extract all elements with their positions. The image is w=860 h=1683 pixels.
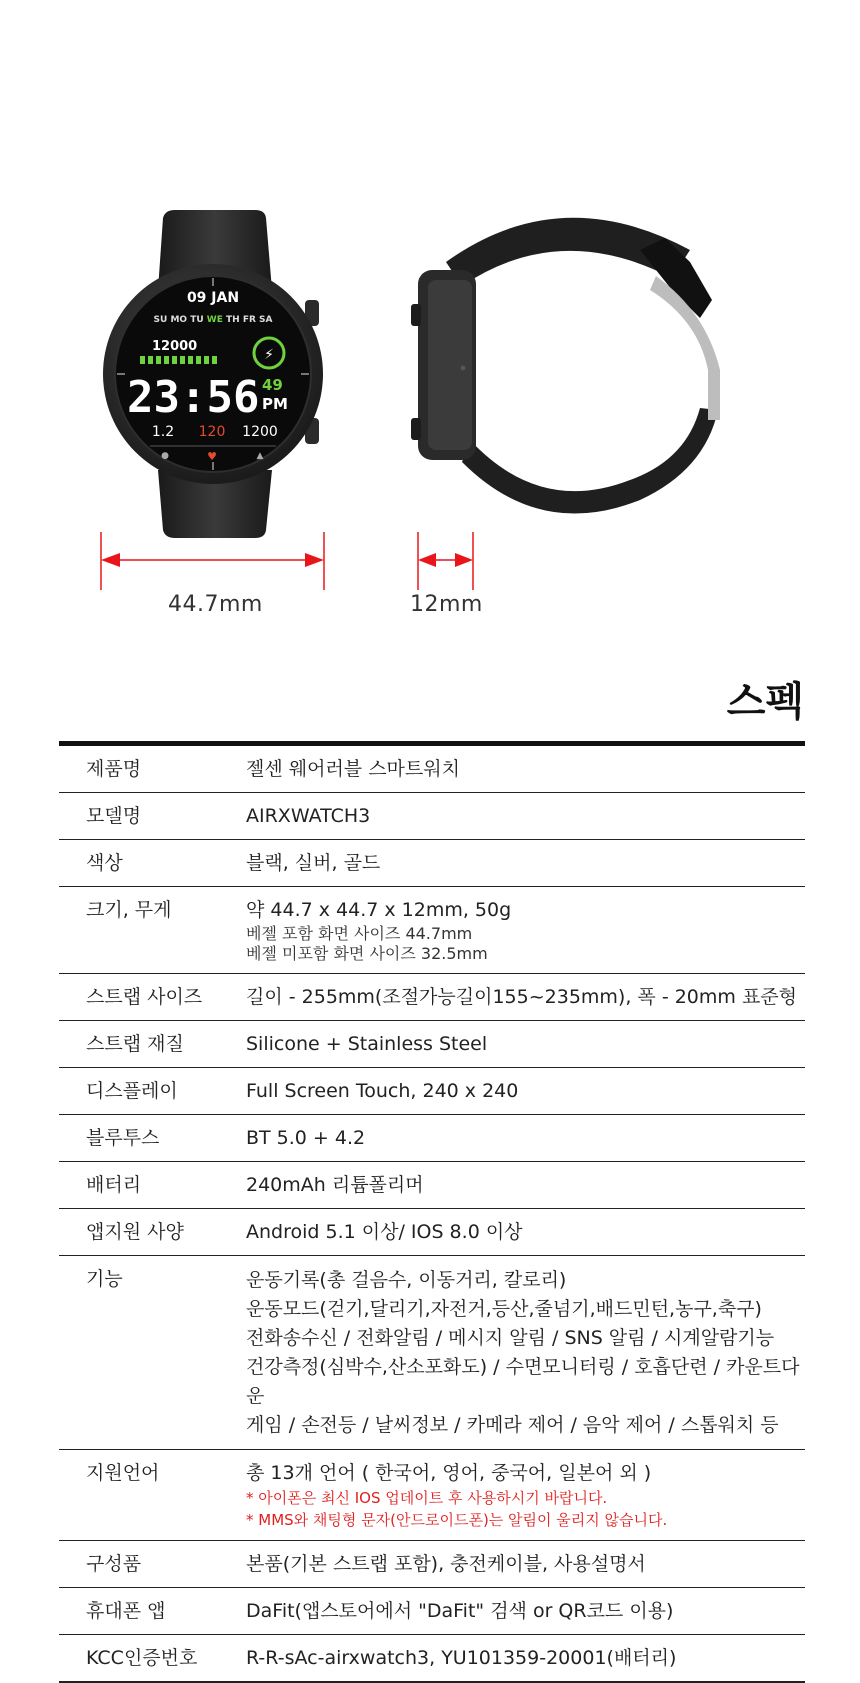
spec-value-line: AIRXWATCH3 <box>246 805 371 827</box>
width-label: 44.7mm <box>168 592 263 617</box>
spec-row <box>59 746 805 793</box>
spec-value-line: 총 13개 언어 ( 한국어, 영어, 중국어, 일본어 외 ) <box>246 1462 652 1484</box>
spec-value <box>246 1541 805 1588</box>
spec-key: 제품명 <box>59 746 246 793</box>
spec-table <box>59 746 805 1683</box>
spec-sub-line: 베젤 포함 화면 사이즈 44.7mm <box>246 924 473 943</box>
face-calories: 1200 <box>242 424 278 440</box>
spec-value <box>246 1635 805 1683</box>
spec-value <box>246 840 805 887</box>
spec-value-line: 240mAh 리튬폴리머 <box>246 1174 424 1196</box>
spec-row <box>59 1115 805 1162</box>
spec-value-line: 젤센 웨어러블 스마트워치 <box>246 758 460 780</box>
spec-value <box>246 1115 805 1162</box>
spec-key: 기능 <box>59 1256 246 1450</box>
spec-key: 스트랩 재질 <box>59 1021 246 1068</box>
spec-value <box>246 1209 805 1256</box>
watch-side <box>411 218 720 514</box>
spec-value-line: 건강측정(심박수,산소포화도) / 수면모니터링 / 호흡단련 / 카운트다운 <box>246 1356 800 1407</box>
spec-value-line: 본품(기본 스트랩 포함), 충전케이블, 사용설명서 <box>246 1553 646 1575</box>
spec-value <box>246 1021 805 1068</box>
face-steps: 12000 <box>152 339 198 354</box>
weekday-mo: MO <box>170 315 191 325</box>
spec-key: 구성품 <box>59 1541 246 1588</box>
spec-sub-line: 베젤 미포함 화면 사이즈 32.5mm <box>246 944 488 963</box>
spec-row <box>59 793 805 840</box>
spec-value-line: 약 44.7 x 44.7 x 12mm, 50g <box>246 899 512 921</box>
spec-title: 스펙 <box>726 679 804 725</box>
spec-value <box>246 793 805 840</box>
spec-row <box>59 1256 805 1450</box>
spec-row <box>59 1450 805 1541</box>
watch-illustration <box>0 0 860 640</box>
spec-value-line: 길이 - 255mm(조절가능길이155~235mm), 폭 - 20mm 표준형 <box>246 986 798 1008</box>
spec-key: 스트랩 사이즈 <box>59 974 246 1021</box>
face-time: 23:56 <box>127 372 260 423</box>
spec-row <box>59 1541 805 1588</box>
spec-value-line: 게임 / 손전등 / 날씨정보 / 카메라 제어 / 음악 제어 / 스톱워치 등 <box>246 1414 779 1436</box>
spec-key: 앱지원 사양 <box>59 1209 246 1256</box>
spec-key: 색상 <box>59 840 246 887</box>
spec-key: 배터리 <box>59 1162 246 1209</box>
spec-value-line: Silicone + Stainless Steel <box>246 1033 488 1055</box>
weekday-th: TH <box>226 315 243 325</box>
spec-key: 모델명 <box>59 793 246 840</box>
spec-row <box>59 1209 805 1256</box>
weekday-su: SU <box>153 315 171 325</box>
watch-front <box>103 210 323 538</box>
spec-row <box>59 1068 805 1115</box>
spec-value-line: 전화송수신 / 전화알림 / 메시지 알림 / SNS 알림 / 시계알람기능 <box>246 1327 775 1349</box>
product-figure <box>0 0 860 640</box>
spec-row <box>59 1021 805 1068</box>
spec-value-line: DaFit(앱스토어에서 "DaFit" 검색 or QR코드 이용) <box>246 1600 674 1622</box>
spec-value <box>246 1588 805 1635</box>
spec-value <box>246 746 805 793</box>
side-strap-bottom <box>462 408 718 514</box>
weekday-fr: FR <box>242 315 260 325</box>
face-distance: 1.2 <box>151 424 175 440</box>
spec-value <box>246 1256 805 1450</box>
spec-value <box>246 1162 805 1209</box>
side-button-top <box>411 304 421 326</box>
spec-row <box>59 1635 805 1683</box>
spec-value <box>246 974 805 1021</box>
face-date: 09 JAN <box>186 290 240 306</box>
spec-value-line: 운동기록(총 걸음수, 이동거리, 칼로리) <box>246 1269 567 1291</box>
spec-warning-note: * MMS와 채팅형 문자(안드로이드폰)는 알림이 울리지 않습니다. <box>246 1511 668 1529</box>
spec-row <box>59 887 805 974</box>
flame-icon: ▲ <box>256 451 264 461</box>
spec-value <box>246 1068 805 1115</box>
face-seconds: 49 <box>262 376 283 394</box>
spec-row <box>59 974 805 1021</box>
depth-label: 12mm <box>410 592 483 617</box>
spec-value-line: BT 5.0 + 4.2 <box>246 1127 366 1149</box>
spec-value <box>246 1450 805 1541</box>
side-button-bottom <box>411 418 421 440</box>
spec-row <box>59 1162 805 1209</box>
spec-key: 지원언어 <box>59 1450 246 1541</box>
spec-key: KCC인증번호 <box>59 1635 246 1683</box>
spec-row <box>59 840 805 887</box>
spec-key: 블루투스 <box>59 1115 246 1162</box>
spec-key: 크기, 무게 <box>59 887 246 974</box>
depth-dimension <box>418 532 473 590</box>
face-ampm: PM <box>262 395 288 413</box>
spec-value-line: 블랙, 실버, 골드 <box>246 852 381 874</box>
side-case-face <box>428 280 472 450</box>
weekday-sa: SA <box>259 315 273 325</box>
spec-value-line: R-R-sAc-airxwatch3, YU101359-20001(배터리) <box>246 1647 677 1669</box>
spec-key: 휴대폰 앱 <box>59 1588 246 1635</box>
weekday-we: WE <box>206 315 227 325</box>
spec-warning-note: * 아이폰은 최신 IOS 업데이트 후 사용하시기 바랍니다. <box>246 1489 608 1507</box>
spec-value-line: 운동모드(걷기,달리기,자전거,등산,줄넘기,배드민턴,농구,축구) <box>246 1298 762 1320</box>
face-weekdays <box>154 315 273 325</box>
spec-key: 디스플레이 <box>59 1068 246 1115</box>
spec-row <box>59 1588 805 1635</box>
heart-icon: ♥ <box>207 450 217 463</box>
weekday-tu: TU <box>190 315 207 325</box>
width-dimension <box>101 532 324 590</box>
spec-value <box>246 887 805 974</box>
spec-value-line: Android 5.1 이상/ IOS 8.0 이상 <box>246 1221 523 1243</box>
bolt-icon: ⚡ <box>264 347 274 363</box>
location-icon: ● <box>161 451 169 461</box>
spec-value-line: Full Screen Touch, 240 x 240 <box>246 1080 519 1102</box>
face-heart-rate: 120 <box>198 424 226 440</box>
